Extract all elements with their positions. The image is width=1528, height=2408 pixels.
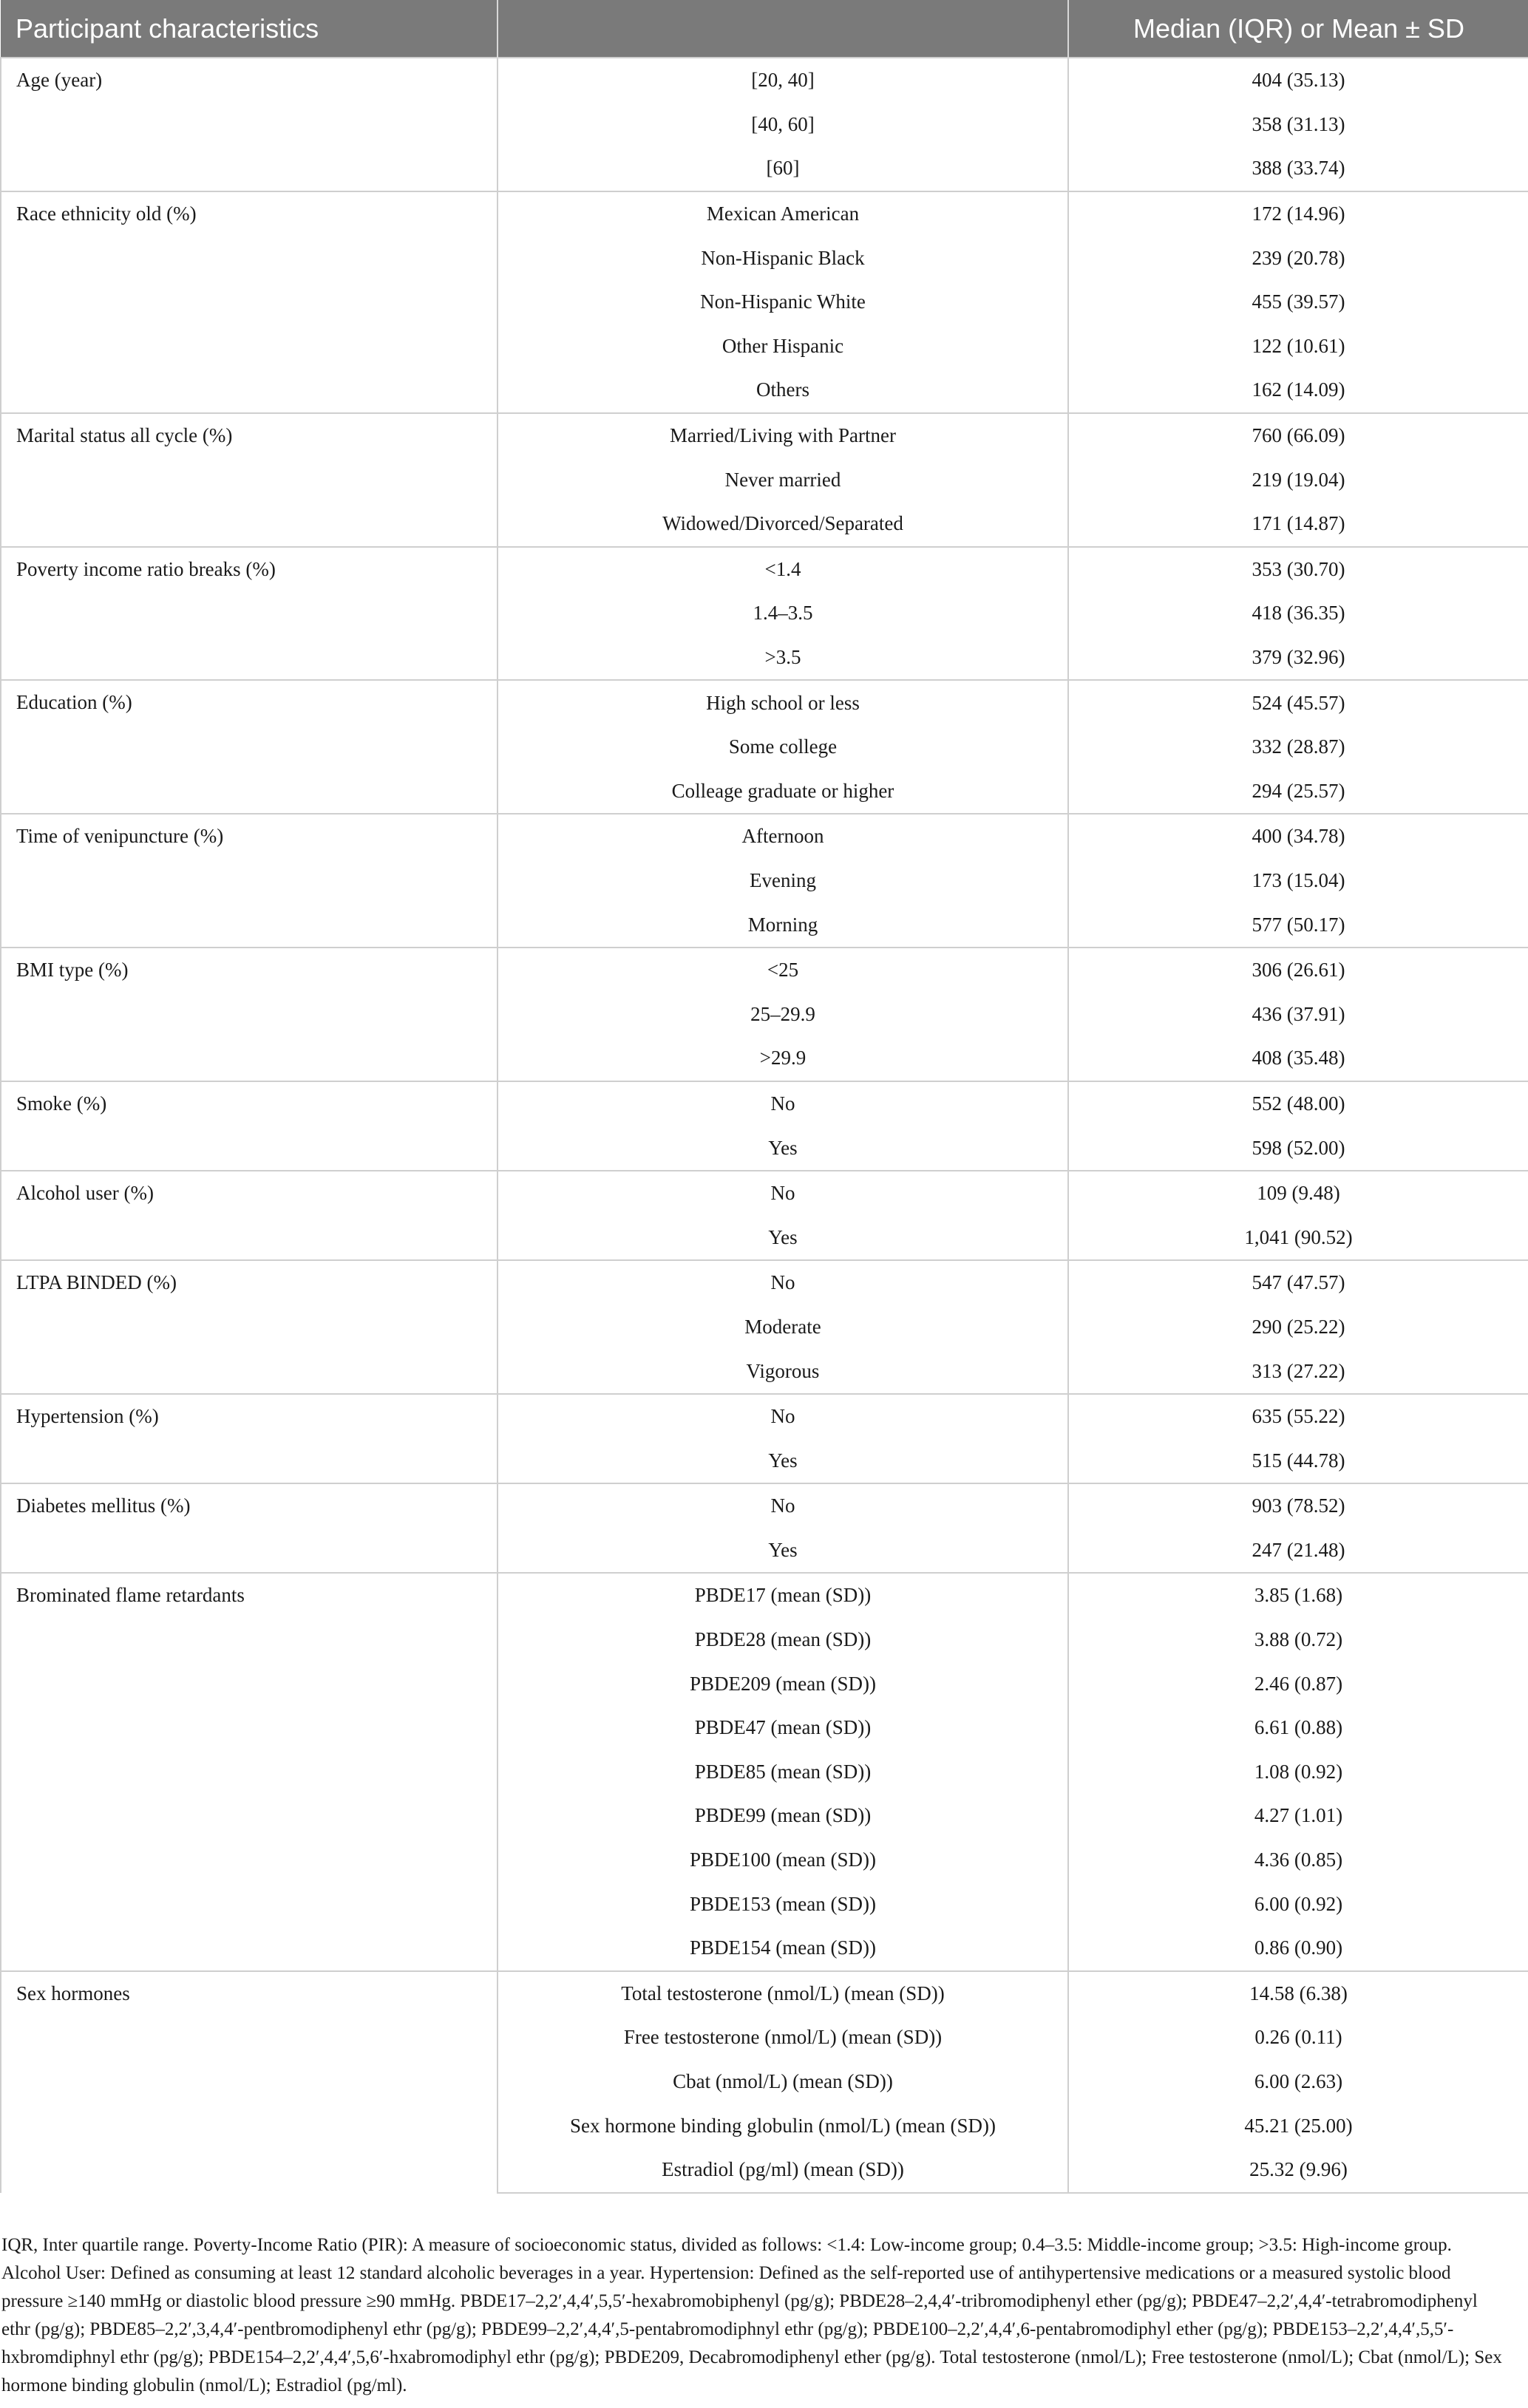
characteristic-label: Smoke (%) xyxy=(1,1081,498,1171)
value-cell: 400 (34.78) xyxy=(1068,814,1528,859)
characteristic-label: LTPA BINDED (%) xyxy=(1,1260,498,1394)
value-cell: 313 (27.22) xyxy=(1068,1349,1528,1394)
category-cell: Total testosterone (nmol/L) (mean (SD)) xyxy=(498,1971,1068,2016)
value-cell: 3.88 (0.72) xyxy=(1068,1618,1528,1662)
category-cell: Yes xyxy=(498,1215,1068,1260)
category-cell: No xyxy=(498,1483,1068,1528)
characteristic-label: Brominated flame retardants xyxy=(1,1573,498,1970)
category-cell: PBDE28 (mean (SD)) xyxy=(498,1618,1068,1662)
table-row xyxy=(1,1081,1528,1126)
value-cell: 239 (20.78) xyxy=(1068,236,1528,280)
header-participant-characteristics: Participant characteristics xyxy=(1,0,498,58)
value-cell: 4.36 (0.85) xyxy=(1068,1838,1528,1882)
characteristic-label: BMI type (%) xyxy=(1,948,498,1081)
category-cell: Non-Hispanic Black xyxy=(498,236,1068,280)
category-cell: >29.9 xyxy=(498,1036,1068,1081)
characteristic-label: Marital status all cycle (%) xyxy=(1,413,498,547)
value-cell: 219 (19.04) xyxy=(1068,458,1528,502)
value-cell: 358 (31.13) xyxy=(1068,103,1528,147)
table-row xyxy=(1,413,1528,458)
value-cell: 290 (25.22) xyxy=(1068,1305,1528,1350)
category-cell: PBDE209 (mean (SD)) xyxy=(498,1662,1068,1706)
category-cell: Morning xyxy=(498,902,1068,948)
category-cell: PBDE154 (mean (SD)) xyxy=(498,1926,1068,1971)
value-cell: 353 (30.70) xyxy=(1068,547,1528,592)
table-row xyxy=(1,191,1528,237)
value-cell: 552 (48.00) xyxy=(1068,1081,1528,1126)
table-row xyxy=(1,1394,1528,1439)
value-cell: 635 (55.22) xyxy=(1068,1394,1528,1439)
value-cell: 4.27 (1.01) xyxy=(1068,1794,1528,1838)
table-row xyxy=(1,1971,1528,2016)
value-cell: 45.21 (25.00) xyxy=(1068,2103,1528,2148)
category-cell: Non-Hispanic White xyxy=(498,280,1068,324)
value-cell: 577 (50.17) xyxy=(1068,902,1528,948)
category-cell: Yes xyxy=(498,1528,1068,1574)
characteristic-label: Time of venipuncture (%) xyxy=(1,814,498,948)
value-cell: 524 (45.57) xyxy=(1068,680,1528,725)
table-row xyxy=(1,547,1528,592)
category-cell: Afternoon xyxy=(498,814,1068,859)
category-cell: <25 xyxy=(498,948,1068,993)
value-cell: 2.46 (0.87) xyxy=(1068,1662,1528,1706)
category-cell: No xyxy=(498,1171,1068,1216)
table-row xyxy=(1,1171,1528,1216)
value-cell: 109 (9.48) xyxy=(1068,1171,1528,1216)
value-cell: 379 (32.96) xyxy=(1068,636,1528,681)
value-cell: 903 (78.52) xyxy=(1068,1483,1528,1528)
table-row xyxy=(1,58,1528,103)
value-cell: 6.00 (2.63) xyxy=(1068,2060,1528,2104)
value-cell: 171 (14.87) xyxy=(1068,502,1528,547)
category-cell: [60] xyxy=(498,146,1068,191)
table-row xyxy=(1,1260,1528,1305)
characteristic-label: Diabetes mellitus (%) xyxy=(1,1483,498,1573)
value-cell: 436 (37.91) xyxy=(1068,992,1528,1036)
value-cell: 306 (26.61) xyxy=(1068,948,1528,993)
value-cell: 404 (35.13) xyxy=(1068,58,1528,103)
category-cell: 1.4–3.5 xyxy=(498,591,1068,636)
category-cell: Some college xyxy=(498,725,1068,769)
table-header-row xyxy=(1,0,1528,58)
value-cell: 294 (25.57) xyxy=(1068,769,1528,814)
category-cell: PBDE17 (mean (SD)) xyxy=(498,1573,1068,1618)
category-cell: Moderate xyxy=(498,1305,1068,1350)
category-cell: Other Hispanic xyxy=(498,324,1068,369)
value-cell: 598 (52.00) xyxy=(1068,1126,1528,1171)
value-cell: 0.26 (0.11) xyxy=(1068,2016,1528,2060)
category-cell: No xyxy=(498,1260,1068,1305)
characteristic-label: Education (%) xyxy=(1,680,498,814)
category-cell: Yes xyxy=(498,1126,1068,1171)
value-cell: 1,041 (90.52) xyxy=(1068,1215,1528,1260)
characteristic-label: Sex hormones xyxy=(1,1971,498,2193)
value-cell: 455 (39.57) xyxy=(1068,280,1528,324)
value-cell: 388 (33.74) xyxy=(1068,146,1528,191)
value-cell: 408 (35.48) xyxy=(1068,1036,1528,1081)
category-cell: PBDE153 (mean (SD)) xyxy=(498,1882,1068,1926)
category-cell: No xyxy=(498,1081,1068,1126)
category-cell: [20, 40] xyxy=(498,58,1068,103)
table-row xyxy=(1,814,1528,859)
category-cell: Cbat (nmol/L) (mean (SD)) xyxy=(498,2060,1068,2104)
category-cell: No xyxy=(498,1394,1068,1439)
value-cell: 173 (15.04) xyxy=(1068,859,1528,903)
value-cell: 162 (14.09) xyxy=(1068,368,1528,413)
table-body xyxy=(1,58,1528,2193)
value-cell: 6.00 (0.92) xyxy=(1068,1882,1528,1926)
category-cell: 25–29.9 xyxy=(498,992,1068,1036)
value-cell: 515 (44.78) xyxy=(1068,1438,1528,1483)
category-cell: High school or less xyxy=(498,680,1068,725)
category-cell: Sex hormone binding globulin (nmol/L) (mean (SD)) xyxy=(498,2103,1068,2148)
table-row xyxy=(1,948,1528,993)
characteristic-label: Hypertension (%) xyxy=(1,1394,498,1483)
category-cell: >3.5 xyxy=(498,636,1068,681)
characteristic-label: Age (year) xyxy=(1,58,498,191)
header-median-or-mean: Median (IQR) or Mean ± SD xyxy=(1068,0,1528,58)
category-cell: <1.4 xyxy=(498,547,1068,592)
category-cell: PBDE85 (mean (SD)) xyxy=(498,1750,1068,1795)
category-cell: Others xyxy=(498,368,1068,413)
value-cell: 122 (10.61) xyxy=(1068,324,1528,369)
category-cell: Yes xyxy=(498,1438,1068,1483)
category-cell: PBDE100 (mean (SD)) xyxy=(498,1838,1068,1882)
characteristic-label: Race ethnicity old (%) xyxy=(1,191,498,413)
characteristic-label: Alcohol user (%) xyxy=(1,1171,498,1260)
value-cell: 0.86 (0.90) xyxy=(1068,1926,1528,1971)
category-cell: Married/Living with Partner xyxy=(498,413,1068,458)
table-row xyxy=(1,680,1528,725)
value-cell: 418 (36.35) xyxy=(1068,591,1528,636)
category-cell: Vigorous xyxy=(498,1349,1068,1394)
category-cell: Estradiol (pg/ml) (mean (SD)) xyxy=(498,2148,1068,2193)
category-cell: Mexican American xyxy=(498,191,1068,237)
category-cell: PBDE47 (mean (SD)) xyxy=(498,1706,1068,1750)
value-cell: 247 (21.48) xyxy=(1068,1528,1528,1574)
category-cell: Never married xyxy=(498,458,1068,502)
value-cell: 1.08 (0.92) xyxy=(1068,1750,1528,1795)
category-cell: Widowed/Divorced/Separated xyxy=(498,502,1068,547)
table-row xyxy=(1,1573,1528,1618)
header-category xyxy=(498,0,1068,58)
value-cell: 760 (66.09) xyxy=(1068,413,1528,458)
value-cell: 547 (47.57) xyxy=(1068,1260,1528,1305)
table-row xyxy=(1,1483,1528,1528)
value-cell: 6.61 (0.88) xyxy=(1068,1706,1528,1750)
value-cell: 14.58 (6.38) xyxy=(1068,1971,1528,2016)
category-cell: Colleage graduate or higher xyxy=(498,769,1068,814)
characteristic-label: Poverty income ratio breaks (%) xyxy=(1,547,498,681)
category-cell: Free testosterone (nmol/L) (mean (SD)) xyxy=(498,2016,1068,2060)
category-cell: PBDE99 (mean (SD)) xyxy=(498,1794,1068,1838)
category-cell: Evening xyxy=(498,859,1068,903)
table-footnote: IQR, Inter quartile range. Poverty-Income Ratio (PIR): A measure of socioeconomic status, divided as follows: <1.4: Low-income group; 0.4–3.5: Middle-income group; >3.5: High-income group. Alcohol User: Defined as consuming at least 12 standard alcoholic beverages in a year. Hypertension: Defined as the self-reported use of antihypertensive medications or a measured systolic blood pressure ≥140 mmHg or diastolic blood pressure ≥90 mmHg. PBDE17–2,2′,4,4′,5,5′-hexabromobiphenyl (pg/g); PBDE28–2,4,4′-tribromodiphenyl ether (pg/g); PBDE47–2,2′,4,4′-tetrabromodiphenyl ethr (pg/g); PBDE85–2,2′,3,4,4′-pentbromodiphenyl ethr (pg/g); PBDE99–2,2′,4,4′,5-pentabromodiphnyl ethr (pg/g); PBDE100–2,2′,4,4′,6-pentabromodiphyl ether (pg/g); PBDE153–2,2′,4,4′,5,5′-hxbromdiphnyl ethr (pg/g); PBDE154–2,2′,4,4′,5,6′-hxabromodiphyl ethr (pg/g); PBDE209, Decabromodiphenyl ether (pg/g). Total testosterone (nmol/L); Free testosterone (nmol/L); Cbat (nmol/L); Sex hormone binding globulin (nmol/L); Estradiol (pg/ml). xyxy=(1,2235,1502,2395)
value-cell: 3.85 (1.68) xyxy=(1068,1573,1528,1618)
value-cell: 332 (28.87) xyxy=(1068,725,1528,769)
value-cell: 172 (14.96) xyxy=(1068,191,1528,237)
value-cell: 25.32 (9.96) xyxy=(1068,2148,1528,2193)
category-cell: [40, 60] xyxy=(498,103,1068,147)
